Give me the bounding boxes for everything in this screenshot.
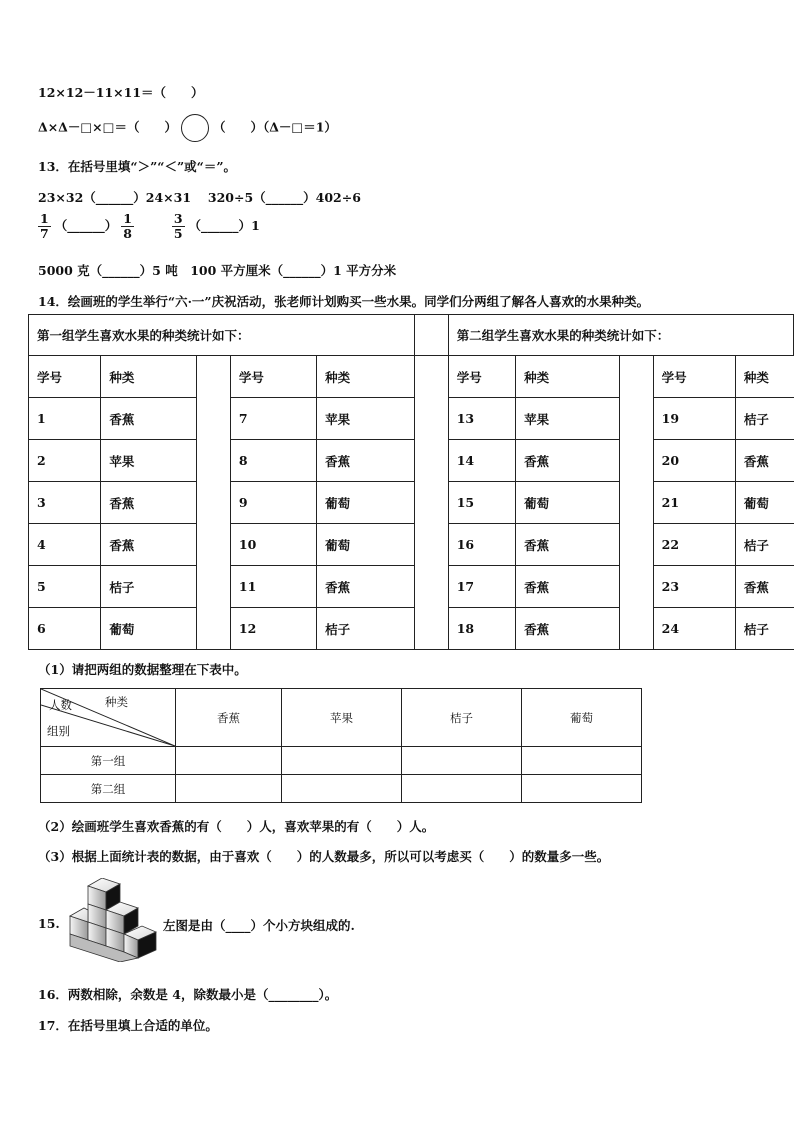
column-header-kind: 种类 xyxy=(101,356,197,398)
question-13-row-3: 5000 克（______）5 吨 100 平方厘米（______）1 平方分米 xyxy=(38,263,397,278)
question-14-title: 14．绘画班的学生举行“六·一”庆祝活动，张老师计划购买一些水果。同学们分两组了解各人喜欢的水果种类。 xyxy=(38,294,650,309)
fraction: $\frac{3}{5}$ xyxy=(173,211,183,241)
table-row: 1 香蕉 7 苹果 13 苹果 19 桔子 xyxy=(29,398,794,440)
question-13-title: 13．在括号里填“＞”“＜”或“＝”。 xyxy=(38,159,237,174)
sub-question-2: （2）绘画班学生喜欢香蕉的有（ ）人，喜欢苹果的有（ ）人。 xyxy=(38,819,435,834)
column-header-kind: 种类 xyxy=(516,356,620,398)
diag-label-kind: 种类 xyxy=(105,695,128,709)
table-row xyxy=(41,747,642,775)
table-row: 3 香蕉 9 葡萄 15 葡萄 21 葡萄 xyxy=(29,482,794,524)
fraction: $\frac{1}{7}$ xyxy=(40,211,49,241)
column-header-kind: 种类 xyxy=(735,356,793,398)
question-13-row-1: 23×32（______）24×31 320÷5（______）402÷6 xyxy=(38,190,361,205)
table-row: 4 香蕉 10 葡萄 16 香蕉 22 桔子 xyxy=(29,524,794,566)
expr-line-2 xyxy=(38,114,337,142)
group-label: 第二组 xyxy=(41,775,176,803)
group-1-title: 第一组学生喜欢水果的种类统计如下： xyxy=(29,315,415,356)
fruit-header: 苹果 xyxy=(282,689,402,747)
fraction: $\frac{1}{8}$ xyxy=(123,211,132,241)
sub-question-3: （3）根据上面统计表的数据，由于喜欢（ ）的人数最多，所以可以考虑买（ ）的数量多一些。 xyxy=(38,849,610,864)
group-label: 第一组 xyxy=(41,747,176,775)
column-header-id: 学号 xyxy=(448,356,515,398)
fruit-header: 葡萄 xyxy=(522,689,642,747)
table-row: 6 葡萄 12 桔子 18 香蕉 24 桔子 xyxy=(29,608,794,650)
group-2-title: 第二组学生喜欢水果的种类统计如下： xyxy=(448,315,793,356)
expr-line-1: 12×12－11×11＝（ ） xyxy=(38,85,204,100)
question-15-text: 左图是由（____）个小方块组成的. xyxy=(163,918,355,933)
number-one: 1 xyxy=(251,218,260,233)
column-header-id: 学号 xyxy=(653,356,735,398)
column-header-kind: 种类 xyxy=(317,356,415,398)
diag-label-group: 组别 xyxy=(47,724,70,738)
table-row: 2 苹果 8 香蕉 14 香蕉 20 香蕉 xyxy=(29,440,794,482)
question-17: 17．在括号里填上合适的单位。 xyxy=(38,1018,218,1033)
column-header-id: 学号 xyxy=(230,356,316,398)
summary-table xyxy=(40,688,642,803)
fruit-header: 桔子 xyxy=(402,689,522,747)
question-13-row-2 xyxy=(38,212,260,241)
sub-question-1: （1）请把两组的数据整理在下表中。 xyxy=(38,662,247,677)
column-header-id: 学号 xyxy=(29,356,101,398)
diagonal-header-cell xyxy=(41,689,176,747)
diag-label-count: 人数 xyxy=(49,698,72,712)
table-row: 5 桔子 11 香蕉 17 香蕉 23 香蕉 xyxy=(29,566,794,608)
cube-stack-image xyxy=(66,878,158,962)
fruit-header: 香蕉 xyxy=(176,689,282,747)
question-16: 16．两数相除，余数是 4，除数最小是（________）。 xyxy=(38,987,338,1002)
expr-line-2-left: Δ×Δ－□×□＝（ ） xyxy=(38,119,177,135)
question-15-number: 15. xyxy=(38,916,60,931)
blank: （______） xyxy=(188,218,252,233)
answer-circle xyxy=(181,114,209,142)
table-row xyxy=(41,775,642,803)
expr-line-2-right: （ ）（Δ－□＝1） xyxy=(212,119,337,135)
blank: （______） xyxy=(54,218,118,233)
fruit-survey-table xyxy=(28,314,794,650)
